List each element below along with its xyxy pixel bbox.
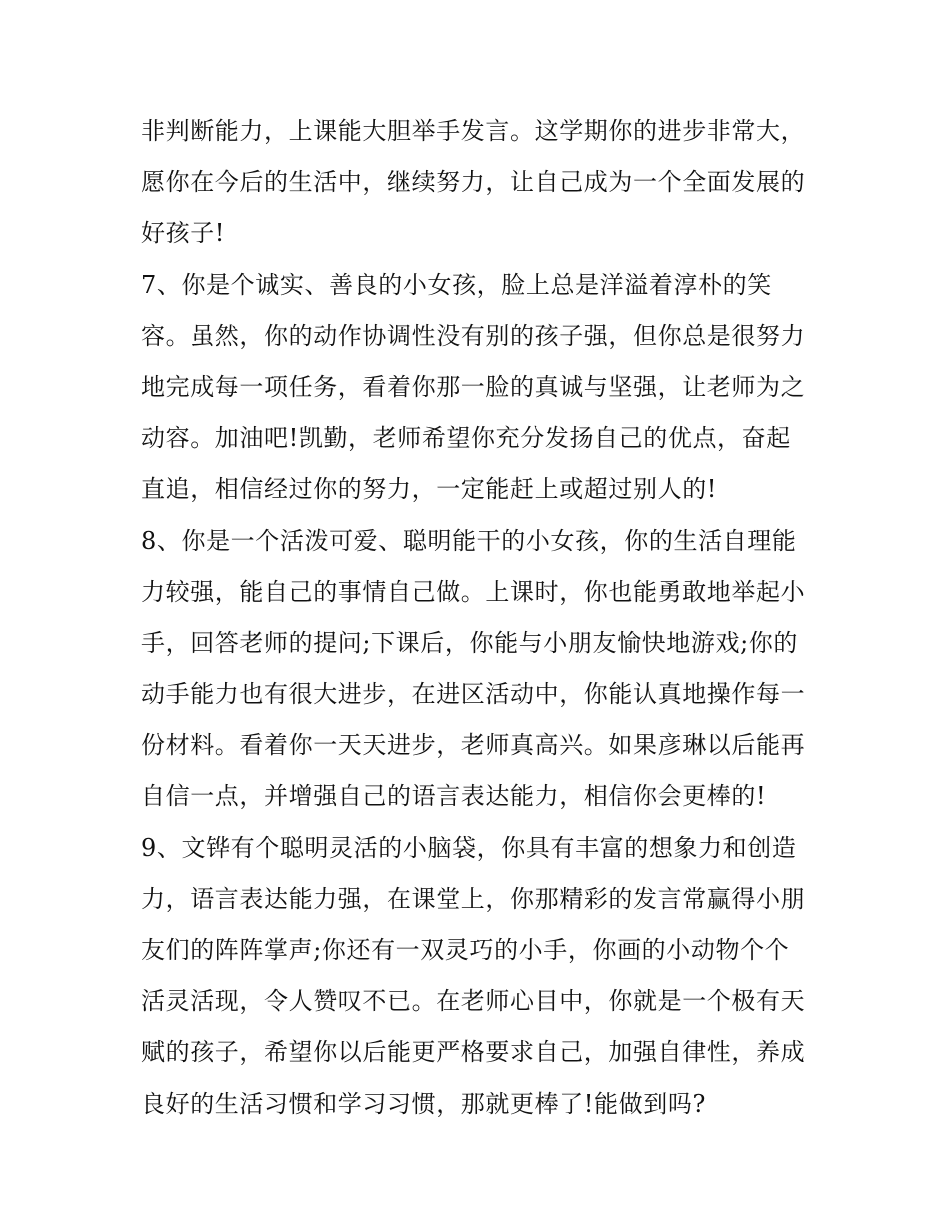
text-line: 地完成每一项任务，看着你那一脸的真诚与坚强，让老师为之 (141, 372, 806, 401)
text-line: 份材料。看着你一天天进步，老师真高兴。如果彦琳以后能再 (141, 731, 806, 760)
text-line: 友们的阵阵掌声;你还有一双灵巧的小手，你画的小动物个个 (141, 936, 790, 964)
text-line: 活灵活现，令人赞叹不已。在老师心目中，你就是一个极有天 (141, 987, 806, 1016)
text-line: 直追，相信经过你的努力，一定能赶上或超过别人的! (141, 475, 718, 504)
text-line: 动手能力也有很大进步，在进区活动中，你能认真地操作每一 (141, 680, 806, 709)
text-line: 9、文铧有个聪明灵活的小脑袋，你具有丰富的想象力和创造 (141, 833, 797, 862)
text-line: 容。虽然，你的动作协调性没有别的孩子强，但你总是很努力 (141, 321, 806, 350)
text-line: 7、你是个诚实、善良的小女孩，脸上总是洋溢着淳朴的笑 (141, 270, 772, 299)
text-line: 动容。加油吧!凯勤，老师希望你充分发扬自己的优点，奋起 (141, 424, 791, 453)
text-line: 愿你在今后的生活中，继续努力，让自己成为一个全面发展的 (141, 168, 806, 197)
text-line: 8、你是一个活泼可爱、聪明能干的小女孩，你的生活自理能 (141, 526, 797, 555)
text-line: 力较强，能自己的事情自己做。上课时，你也能勇敢地举起小 (141, 577, 806, 606)
text-line: 良好的生活习惯和学习习惯，那就更棒了!能做到吗? (141, 1089, 706, 1118)
text-line: 自信一点，并增强自己的语言表达能力，相信你会更棒的! (141, 782, 767, 811)
text-line: 力，语言表达能力强，在课堂上，你那精彩的发言常赢得小朋 (141, 884, 806, 913)
text-line: 赋的孩子，希望你以后能更严格要求自己，加强自律性，养成 (141, 1038, 806, 1067)
text-line: 非判断能力，上课能大胆举手发言。这学期你的进步非常大， (141, 117, 806, 145)
body-text (141, 106, 831, 1130)
text-line: 好孩子! (141, 219, 226, 248)
text-line: 手，回答老师的提问;下课后，你能与小朋友愉快地游戏;你的 (141, 628, 798, 657)
